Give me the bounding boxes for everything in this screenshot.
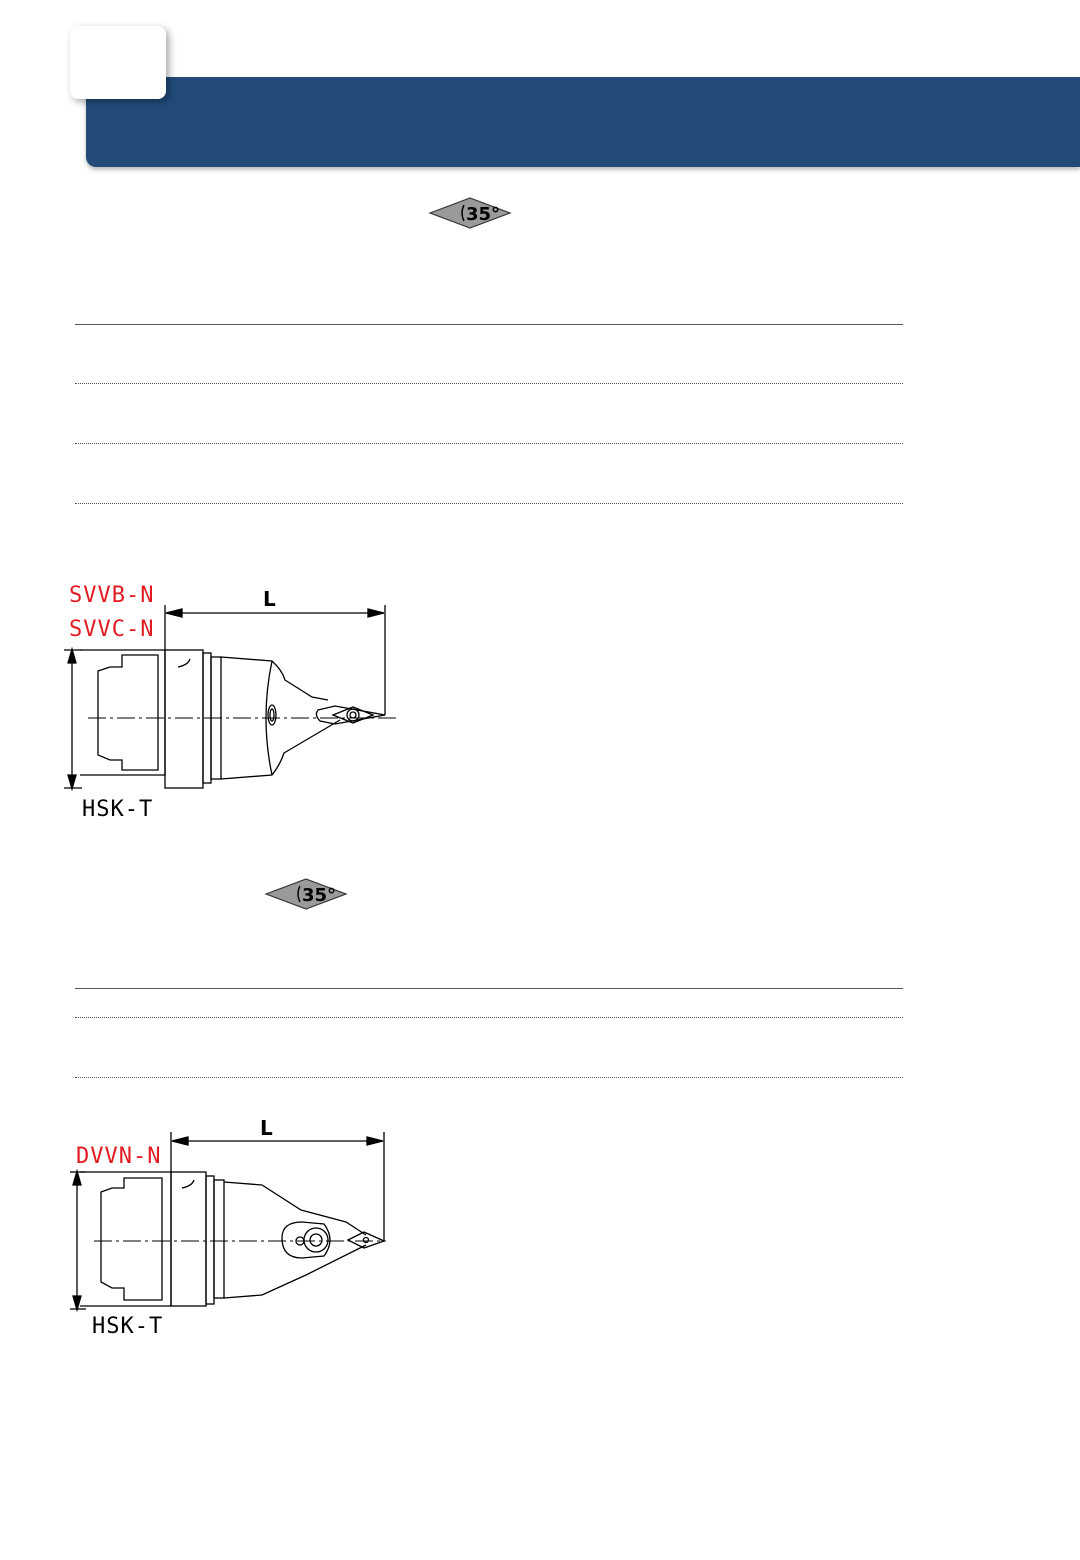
tool-holder-drawing-dvvn <box>66 1110 396 1350</box>
insert-angle-label: 35° <box>302 885 337 906</box>
table-row-divider <box>75 503 903 504</box>
table-top-rule <box>75 324 903 325</box>
dimension-l-label: L <box>263 587 276 611</box>
tool-code-dvvn-n: DVVN-N <box>76 1144 162 1169</box>
tool-code-svvc-n: SVVC-N <box>69 617 155 642</box>
interface-label-hsk-t: HSK-T <box>92 1314 164 1339</box>
table-row-divider <box>75 383 903 384</box>
table-top-rule <box>75 988 903 989</box>
table-row-divider <box>75 1077 903 1078</box>
tool-code-svvb-n: SVVB-N <box>69 583 155 608</box>
table-row-divider <box>75 1017 903 1018</box>
insert-angle-label: 35° <box>466 204 501 225</box>
insert-35-badge-1 <box>428 196 512 230</box>
tool-holder-drawing-svvb-svvc <box>60 575 410 830</box>
interface-label-hsk-t: HSK-T <box>82 797 154 822</box>
dimension-l-label: L <box>260 1116 273 1140</box>
insert-35-badge-2 <box>264 877 348 911</box>
page-tab <box>70 26 166 99</box>
header-band <box>86 77 1080 167</box>
table-row-divider <box>75 443 903 444</box>
